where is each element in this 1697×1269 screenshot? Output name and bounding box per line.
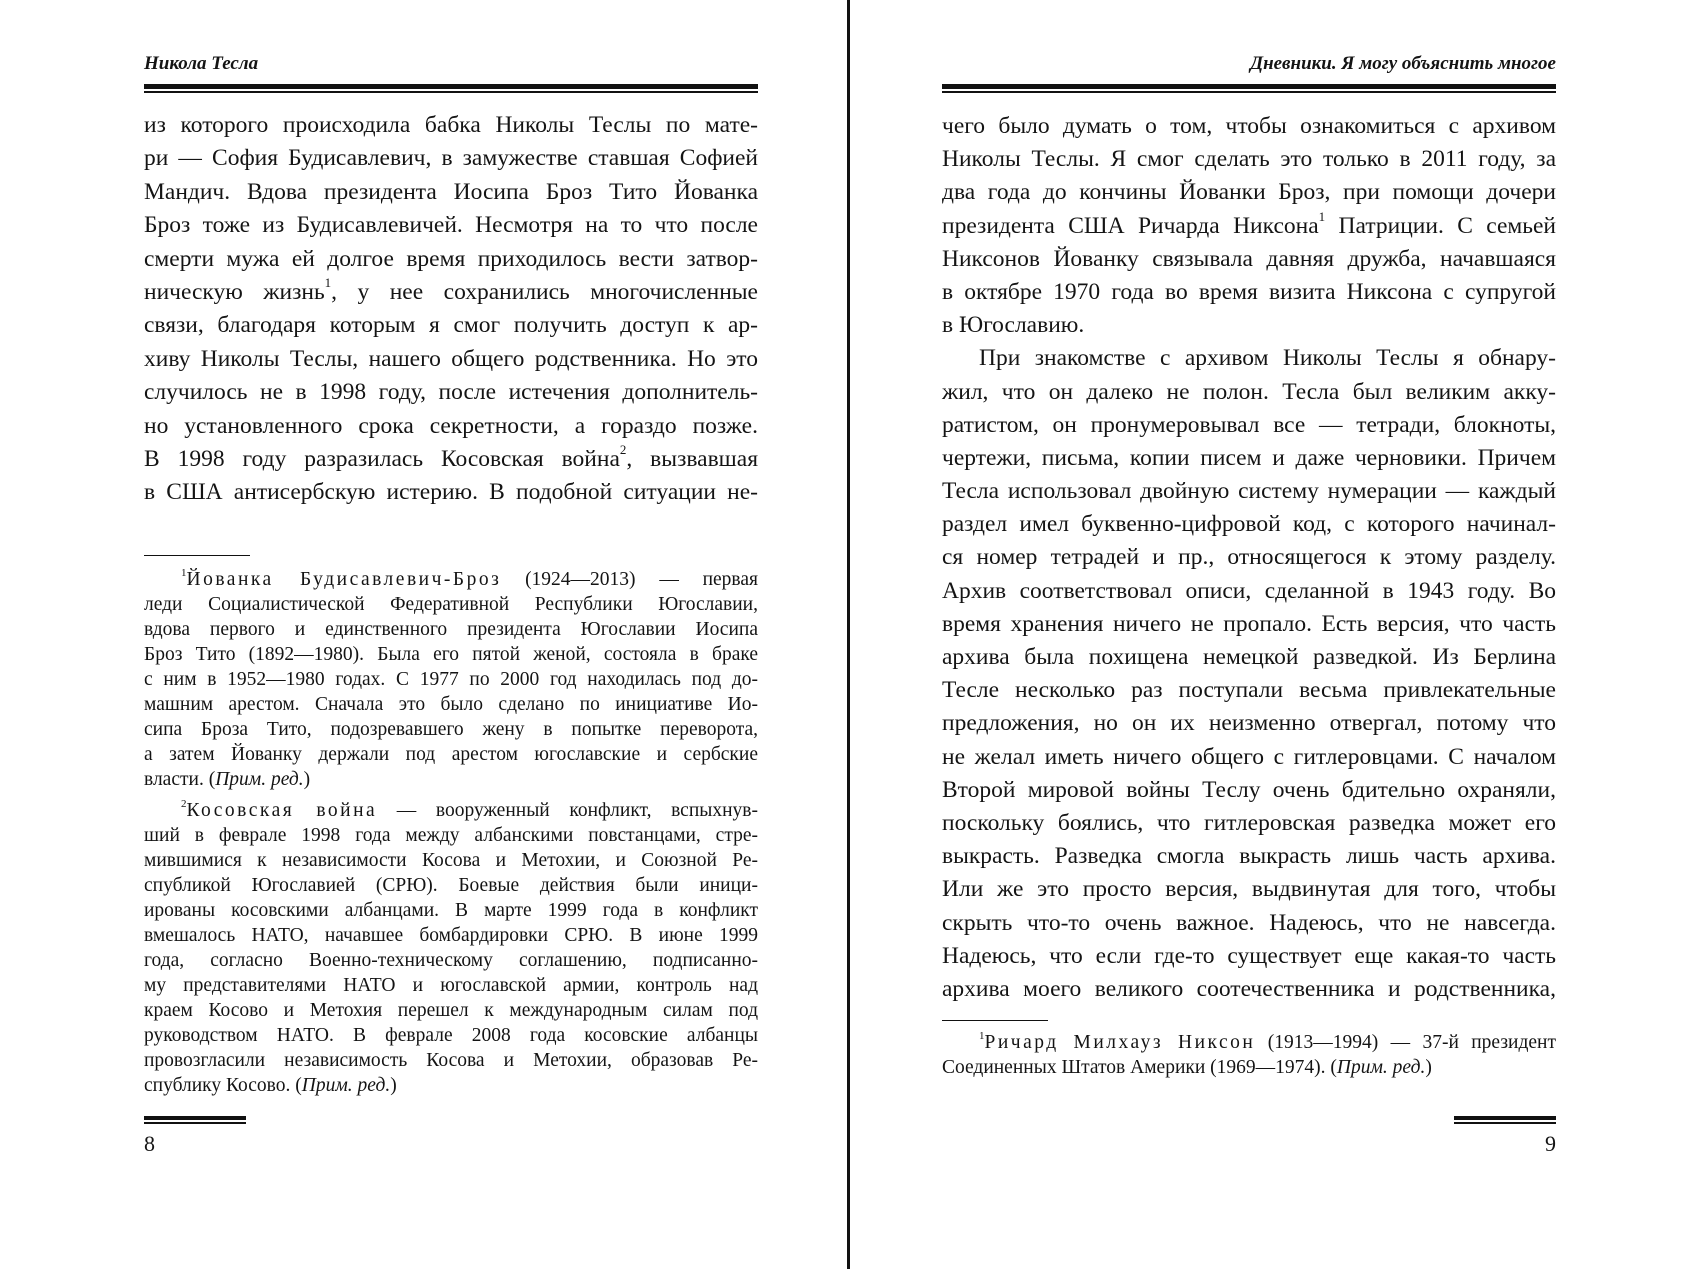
text-line: не желал иметь ничего общего с гитлеровцами. С началом xyxy=(942,743,1556,770)
footnote-separator xyxy=(942,1020,1048,1021)
text-line: но установленного срока секретности, а гораздо позже. xyxy=(144,412,758,439)
text-line: ся номер тетрадей и пр., относящегося к этому разделу. xyxy=(942,544,1556,571)
text-line: хиву Николы Теслы, нашего общего родственника. Но это xyxy=(144,345,758,372)
text-line: При знакомстве с архивом Николы Теслы я обнару- xyxy=(979,345,1556,372)
footnotes-left xyxy=(144,567,758,1098)
footnote-separator xyxy=(144,555,250,556)
body-text-left xyxy=(144,109,758,510)
footnotes-right xyxy=(942,1030,1556,1080)
header-rule-left xyxy=(144,84,758,94)
text-line: Или же это просто версия, выдвинутая для того, чтобы xyxy=(942,876,1556,903)
text-line: два года до кончины Йованки Броз, при помощи дочери xyxy=(942,179,1556,206)
text-line: Никсонов Йованку связывала давняя дружба, начавшаяся xyxy=(942,245,1556,272)
text-line: жил, что он далеко не полон. Тесла был великим акку- xyxy=(942,378,1556,405)
text-line: в Югославию. xyxy=(942,312,1085,339)
footnote-ref[interactable]: 2 xyxy=(619,442,627,458)
text-line: ратистом, он пронумеровывал все — тетради, блокноты, xyxy=(942,411,1556,438)
text-line: чего было думать о том, чтобы ознакомиться с архивом xyxy=(942,113,1556,139)
footnote-2: $^2$Косовская война — вооруженный конфликт, вспыхнув- ший в феврале 1998 года между албанскими повстанцами, стре- мившимися к независимости Косова и Метохии, и Союзной Ре- спубликой Югославией (СРЮ). Боевые действия были иници- ированы косовскими албанцами. В марте 1999 года в конфликт вмешалось НАТО, начавшее бомбардировки СРЮ. В июне 1999 года, согласно Военно-техническому соглашению, подписанно- му представителями НАТО и югославской армии, контроль над краем Косово и Метохия перешел к международным силам под руководством НАТО. В феврале 2008 года косовские албанцы провозгласили независимость Косова и Метохии, образовав Ре- спублику Косово. (Прим. ред.) xyxy=(144,797,758,1096)
running-header-right: Дневники. Я могу объяснить многое xyxy=(1250,53,1556,74)
footer-rule-right xyxy=(1454,1116,1556,1125)
text-line: Броз тоже из Будисавлевичей. Несмотря на то что после xyxy=(144,212,758,239)
right-page xyxy=(942,0,1556,1269)
text-line: связи, благодаря которым я смог получить доступ к ар- xyxy=(144,312,758,339)
footnote-ref[interactable]: 1 xyxy=(324,275,332,291)
text-line: архива моего великого соотечественника и родственника, xyxy=(942,975,1556,1002)
left-page xyxy=(144,0,758,1269)
text-line: время хранения ничего не пропало. Есть версия, что часть xyxy=(942,610,1556,637)
footnote-1: $^1$Йованка Будисавлевич-Броз (1924—2013) — первая леди Социалистической Федеративной Республики Югославии, вдова первого и единственного президента Югославии Иосипа Броз Тито (1892—1980). Была его пятой женой, состояла в браке с ним в 1952—1980 годах. С 1977 по 2000 год находилась под до- машним арестом. Сначала это было сделано по инициативе Ио- сипа Броза Тито, подозревавшего жену в попытке переворота, а затем Йованку держали под арестом югославские и сербские власти. (Прим. ред.) xyxy=(144,566,758,790)
text-line: Архив соответствовал описи, сделанной в 1943 году. Во xyxy=(942,577,1556,604)
text-line: президента США Ричарда Никсона$^1$ Патриции. С семьей xyxy=(942,208,1557,239)
text-line: Тесла использовал двойную систему нумерации — каждый xyxy=(942,478,1556,505)
footnote-ref[interactable]: 1 xyxy=(1318,208,1326,224)
text-line: случилось не в 1998 году, после истечения дополнитель- xyxy=(144,379,758,406)
text-line: В 1998 году разразилась Косовская война$^2$, вызвавшая xyxy=(144,442,758,472)
page-number-right: 9 xyxy=(1545,1131,1556,1156)
page-number-left: 8 xyxy=(144,1131,155,1156)
running-header-left: Никола Тесла xyxy=(144,53,259,74)
text-line: Николы Теслы. Я смог сделать это только в 2011 году, за xyxy=(942,146,1556,173)
book-spine xyxy=(847,0,850,1269)
text-line: архива была похищена немецкой разведкой. Из Берлина xyxy=(942,644,1556,670)
text-line: Второй мировой войны Теслу очень бдительно охраняли, xyxy=(942,776,1556,803)
footer-rule-left xyxy=(144,1116,246,1125)
text-line: Надеюсь, что если где-то существует еще какая-то часть xyxy=(942,942,1556,969)
text-line: Мандич. Вдова президента Иосипа Броз Тито Йованка xyxy=(144,178,758,205)
footnote-1: $^1$Ричард Милхауз Никсон (1913—1994) — 37-й президент Соединенных Штатов Америки (1969—1974). (Прим. ред.) xyxy=(942,1029,1556,1078)
text-line: смерти мужа ей долгое время приходилось вести затвор- xyxy=(144,245,758,272)
header-rule-right xyxy=(942,84,1556,94)
text-line: предложения, но он их неизменно отвергал, потому что xyxy=(942,710,1556,737)
text-line: Тесле несколько раз поступали весьма привлекательные xyxy=(942,677,1556,704)
text-line: в США антисербскую истерию. В подобной ситуации не- xyxy=(144,479,758,506)
text-line: поскольку боялись, что гитлеровская разведка может его xyxy=(942,809,1556,836)
text-line: из которого происходила бабка Николы Теслы по мате- xyxy=(144,112,758,138)
text-line: раздел имел буквенно-цифровой код, с которого начинал- xyxy=(942,511,1556,538)
text-line: ри — София Будисавлевич, в замужестве ставшая Софией xyxy=(144,145,758,172)
text-line: скрыть что-то очень важное. Надеюсь, что не навсегда. xyxy=(942,909,1556,936)
text-line: выкрасть. Разведка смогла выкрасть лишь часть архива. xyxy=(942,843,1556,870)
body-text-right xyxy=(942,110,1556,1006)
text-line: ническую жизнь$^1$, у нее сохранились многочисленные xyxy=(144,275,758,305)
text-line: в октябре 1970 года во время визита Никсона с супругой xyxy=(942,278,1556,305)
text-line: чертежи, письма, копии писем и даже черновики. Причем xyxy=(942,444,1556,471)
